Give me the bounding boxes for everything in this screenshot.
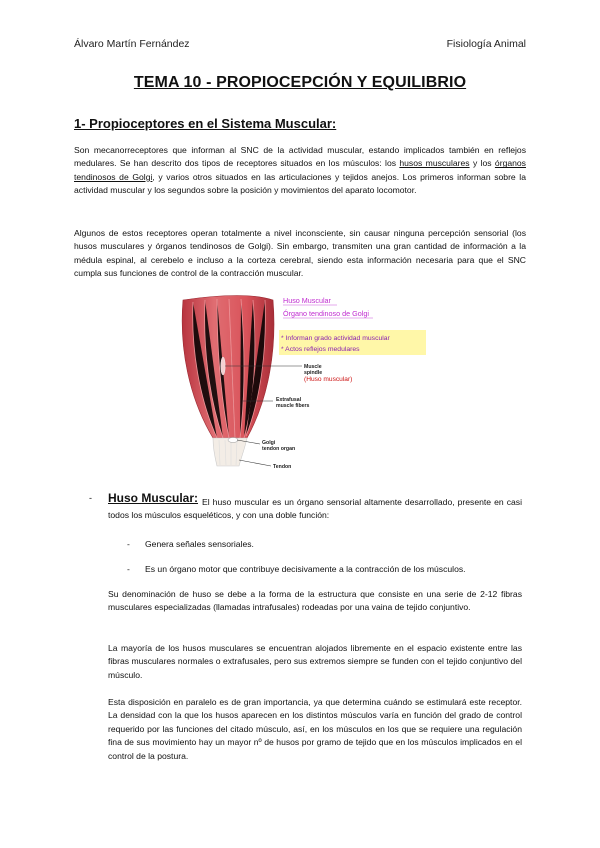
- huso-heading: Huso Muscular:: [108, 491, 199, 505]
- intro-paragraph: [74, 144, 526, 198]
- label-spindle-2: spindle: [304, 370, 323, 376]
- legend-golgi: Órgano tendinoso de Golgi: [283, 309, 369, 318]
- legend-huso: Huso Muscular: [283, 296, 331, 305]
- tendon-pointer: [239, 460, 271, 466]
- label-extrafusal-2: muscle fibers: [276, 403, 310, 409]
- bullet-text-1: Genera señales sensoriales.: [145, 539, 254, 549]
- label-huso-paren: (Huso muscular): [304, 376, 353, 383]
- muscle-figure: [165, 288, 445, 473]
- huso-intro-text: El huso muscular es un órgano sensorial altamente desarrollado, presente en casi todos los músculos esqueléticos, y con una doble función:: [108, 497, 522, 521]
- huso-intro: [108, 496, 522, 523]
- subject-name: Fisiología Animal: [446, 38, 526, 50]
- section-dash: -: [89, 493, 92, 503]
- second-paragraph: Algunos de estos receptores operan totalmente a nivel inconsciente, sin causar ninguna percepción sensorial (los husos musculares y órganos tendinosos de Golgi). Sin embargo, transmiten una gran cantidad de información a la médula espinal, al cerebelo e incluso a la corteza cerebral, siendo esta información necesaria para que el SNC cumpla sus funciones de control de la contracción muscular.: [74, 228, 526, 279]
- intro-text-b: y los: [469, 158, 495, 169]
- label-spindle-1: Muscle: [304, 364, 322, 370]
- label-tendon: Tendon: [273, 464, 292, 470]
- author-name: Álvaro Martín Fernández: [74, 38, 190, 50]
- spindle-shape: [221, 357, 225, 375]
- bullet-dash-2: -: [127, 564, 130, 574]
- husos-link: husos musculares: [399, 158, 470, 169]
- huso-paragraph-a: Su denominación de huso se debe a la forma de la estructura que consiste en una serie de 2-12 fibras musculares especializadas (llamadas intrafusales) rodeadas por una vaina de tejido conjuntivo.: [108, 589, 522, 613]
- intro-text-c: , y varios otros situados en las articulaciones y tejidos anejos. Los primeros informan sobre la actividad muscular y los segundos sobre la posición y movimientos del aparato locomotor.: [74, 171, 526, 196]
- label-golgi-1: Golgi: [262, 440, 276, 446]
- huso-paragraph-b: La mayoría de los husos musculares se encuentran alojados libremente en el espacio existente entre las fibras musculares normales o extrafusales, pero sus extremos siempre se funden con el tejido conjuntivo del músculo.: [108, 643, 522, 680]
- bullet-text-2: Es un órgano motor que contribuye decisivamente a la contracción de los músculos.: [145, 564, 466, 574]
- golgi-link: órganos tendinosos de Golgi: [74, 158, 526, 182]
- bullet-dash-1: -: [127, 539, 130, 549]
- note-2: * Actos reflejos medulares: [281, 346, 360, 353]
- huso-paragraph-c: Esta disposición en paralelo es de gran importancia, ya que determina cuándo se estimulará este receptor. La densidad con la que los husos aparecen en los distintos músculos varía en función del grado de control requerido por las funciones del citado músculo, así, en los músculos en los que se requiere una regulación fina de sus movimiento hay un mayor nº de husos por gramo de tejido que en los músculos implicados en el control de la postura.: [108, 697, 522, 761]
- intro-text-a: Son mecanorreceptores que informan al SNC de la actividad muscular, estando implicados también en reflejos medulares. Se han descrito dos tipos de receptores situados en los músculos: los: [74, 145, 526, 169]
- label-golgi-2: tendon organ: [262, 446, 296, 452]
- note-1: * Informan grado actividad muscular: [281, 335, 390, 342]
- page-title: TEMA 10 - PROPIOCEPCIÓN Y EQUILIBRIO: [133, 74, 467, 91]
- label-extrafusal-1: Extrafusal: [276, 397, 302, 403]
- section-heading: 1- Propioceptores en el Sistema Muscular:: [74, 116, 337, 131]
- golgi-shape: [228, 438, 238, 443]
